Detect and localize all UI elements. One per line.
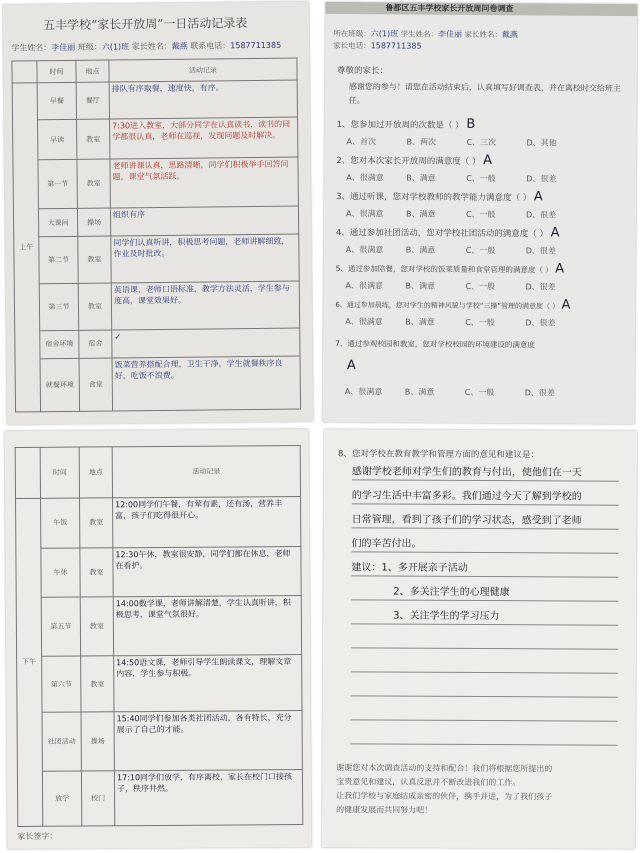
afternoon-log-table	[15, 445, 304, 827]
suggestion-line: 的学习生活中丰富多彩。我们通过今天了解到学校的	[351, 490, 582, 503]
row-period: 午休	[41, 548, 80, 597]
row-place: 餐厅	[76, 82, 109, 119]
parent-label: 家长姓名：	[464, 29, 502, 40]
suggestion-line: 感谢学校老师对学生们的教育与付出，使他们在一天	[351, 466, 582, 479]
student-name-value: 李佳丽	[51, 42, 76, 53]
option: A、很满意	[346, 173, 384, 183]
row-period: 第五节	[41, 597, 80, 656]
row-record: 组织有序	[110, 206, 298, 236]
question-text: 1、您参加过开放周的次数是（ ）	[336, 119, 464, 131]
option: B、满意	[404, 387, 435, 397]
suggestion-line: 建议：1、多开展亲子活动	[351, 562, 468, 574]
row-place: 操场	[81, 712, 114, 771]
row-place: 操场	[77, 208, 110, 237]
writing-line	[351, 671, 618, 673]
question-8: 8、您对学校在教育教学和管理方面的意见和建议是：	[337, 449, 539, 461]
option: C、一般	[466, 173, 496, 184]
student-name-label: 学生姓名：	[11, 43, 52, 53]
row-place: 宿舍	[79, 330, 112, 359]
option: A、首次	[346, 137, 377, 147]
row-period: 第三节	[39, 283, 78, 330]
header-blank	[12, 61, 37, 84]
intro-text: 感谢您的参与！请您在活动结束后，认真填写好调查表，并在离校时交给班主任。	[348, 82, 621, 106]
phone-value: 1587711385	[370, 41, 422, 51]
option: A、很满意	[345, 281, 384, 291]
student-label: 学生姓名：	[400, 29, 439, 39]
row-record: 17:10同学们放学，有序离校，家长在校门口接孩子，秩序井然。	[114, 770, 302, 826]
writing-line	[351, 695, 618, 697]
option: C、三次	[466, 137, 497, 148]
options-5	[345, 280, 585, 293]
row-record: 排队有序取餐，速度快，有序。	[109, 80, 297, 118]
row-period: 午饭	[41, 498, 80, 549]
phone-label: 联系电话：	[190, 41, 231, 51]
closing-line: 谢谢您对本次调查活动的支持和配合！我们将根据您所提出的	[336, 763, 553, 774]
header-time: 时间	[40, 447, 79, 498]
questionnaire-header: 鲁都区五丰学校家长开放周问卷调查	[385, 3, 514, 14]
answer-mark: A	[550, 225, 560, 241]
row-period: 早读	[38, 119, 77, 160]
row-period: 第一节	[38, 160, 78, 209]
answer-mark: A	[483, 153, 493, 169]
option: B、满意	[405, 317, 435, 327]
row-record: ✓	[112, 328, 300, 358]
row-place: 教室	[78, 236, 111, 283]
writing-line	[351, 551, 618, 553]
header-record: 活动记录	[112, 446, 300, 498]
morning-log-table	[11, 58, 301, 413]
header-blank	[15, 447, 40, 498]
options-6	[345, 316, 585, 329]
closing-line: 的健康发展而共同努力吧！	[336, 805, 433, 815]
header-record: 活动记录	[109, 58, 297, 82]
row-record: 英语课，老师口语标准，教学方法灵活，学生参与度高，课堂效果好。	[111, 281, 299, 330]
row-period: 就餐环境	[40, 359, 80, 412]
options-3	[346, 208, 586, 221]
student-info-line	[11, 39, 301, 53]
row-period: 放学	[42, 771, 81, 826]
row-place: 校门	[81, 771, 114, 826]
row-place: 教室	[77, 159, 111, 208]
answer-mark-7: A	[346, 358, 356, 374]
suggestion-line: 们的辛苦付出。	[351, 538, 422, 550]
closing-line: 让我们学校与家庭结成亲密的伙伴，携手并进，为了我们孩子	[336, 791, 553, 802]
row-place: 教室	[80, 548, 113, 597]
option: C、一般	[465, 245, 496, 256]
questionnaire-photo	[323, 2, 638, 424]
options-7	[345, 386, 585, 399]
row-record: 同学们认真听讲，积极思考问题，老师讲解细致，作业及时批改。	[111, 234, 299, 283]
option: C、一般	[465, 317, 495, 328]
row-record: 14:00数学课，老师讲解清楚，学生认真听讲，积极思考，课堂气氛很好。	[113, 595, 301, 655]
parent-name-label: 家长姓名：	[131, 41, 172, 52]
row-record: 饭菜营养搭配合理，卫生干净，学生就餐秩序良好，吃饭不浪费。	[112, 356, 301, 411]
question-7	[335, 338, 535, 350]
options-4	[346, 244, 586, 257]
phone-line	[333, 40, 421, 52]
log-title: 五丰学校“家长开放周”一日活动记录表	[42, 16, 248, 33]
question-4	[336, 224, 560, 241]
option: B、满意	[405, 209, 436, 219]
option: B、满意	[406, 173, 436, 183]
answer-mark: A	[555, 261, 565, 277]
options-1	[346, 136, 586, 149]
option: C、一般	[465, 209, 496, 220]
row-period: 第六节	[42, 656, 81, 713]
suggestion-line: 日常管理，看到了孩子们的学习状态，感受到了老师	[351, 514, 582, 527]
row-period: 第二节	[39, 237, 78, 284]
phone-value: 1587711385	[230, 40, 282, 51]
option: C、一般	[465, 281, 496, 292]
row-period: 早餐	[37, 83, 76, 120]
class-value: 六(1)班	[101, 42, 130, 52]
answer-mark: A	[561, 297, 571, 313]
afternoon-log-photo	[5, 429, 312, 849]
option: D、很差	[526, 174, 557, 184]
writing-line	[350, 743, 617, 745]
row-record: 12:30午休，教室很安静，同学们都在休息，老师在看护。	[113, 547, 301, 597]
parent-value: 戴燕	[501, 30, 518, 40]
option: B、两次	[406, 137, 437, 147]
option: B、满意	[405, 281, 436, 291]
row-place: 教室	[81, 656, 114, 713]
question-text: 3、通过听课，您对学校教师的教学能力满意度（ ）	[336, 191, 532, 204]
header-place: 地点	[79, 447, 112, 498]
row-place: 教室	[77, 119, 110, 160]
option: D、很差	[525, 318, 556, 328]
class-label: 所在班级：	[333, 28, 371, 39]
answer-mark: B	[466, 116, 476, 132]
row-place: 教室	[80, 497, 113, 548]
option: A、很满意	[345, 317, 383, 327]
question-1	[337, 116, 476, 132]
row-period: 社团活动	[42, 712, 81, 771]
row-period: 宿舍环境	[40, 330, 79, 359]
morning-log-photo	[3, 1, 313, 424]
greeting: 尊敬的家长：	[336, 65, 389, 77]
side-label-afternoon: 下午	[16, 498, 43, 827]
option: B、满意	[405, 245, 436, 255]
row-place: 教室	[78, 283, 111, 330]
question-text: 4、通过参加社团活动，您对学校社团活动的满意度（ ）	[335, 227, 549, 240]
header-time: 时间	[37, 60, 76, 83]
writing-line	[351, 647, 618, 649]
option: D、其他	[526, 138, 557, 148]
option: A、很满意	[345, 209, 384, 219]
suggestions-photo	[322, 429, 637, 849]
option: D、很差	[525, 246, 556, 256]
row-record: 7:30进入教室，大部分同学在认真读书，读书的同学都很认真，老师在巡视，发现问题及时解决。	[110, 117, 298, 160]
suggestion-line: 3、关注学生的学习压力	[393, 610, 500, 623]
question-text: 6、通过参加晨练，您对学生的精神风貌与学校“三操”管理的满意度（ ）	[335, 300, 560, 311]
option: C、一般	[464, 387, 495, 398]
phone-label: 家长电话：	[333, 40, 371, 51]
header-place: 地点	[76, 60, 109, 83]
question-text: 2、您对本次家长开放周的满意度（ ）	[336, 155, 481, 168]
option: D、很差	[525, 210, 557, 220]
option: D、很差	[525, 282, 556, 292]
writing-line	[351, 575, 618, 577]
question-text: 5、通过参加陪餐，您对学校的饭菜质量和食堂管理的满意度（ ）	[335, 263, 553, 275]
questionnaire-info-line	[333, 28, 518, 40]
options-2	[346, 172, 586, 185]
option: D、很差	[524, 388, 555, 398]
question-6	[335, 296, 570, 313]
question-2	[336, 152, 492, 168]
class-label: 班级：	[77, 42, 102, 52]
answer-mark: A	[533, 189, 543, 205]
parent-signature-label: 家长签字：	[17, 831, 58, 841]
question-3	[336, 188, 543, 204]
writing-line	[351, 719, 618, 721]
class-value: 六(1)班	[370, 29, 399, 39]
row-place: 食堂	[79, 358, 113, 411]
side-label-morning: 上午	[12, 83, 40, 412]
row-record: 老师讲课认真，思路清晰，同学们积极举手回答问题，课堂气氛活跃。	[110, 157, 298, 208]
row-record: 14:50语文课，老师引导学生朗读课文，理解文章内容，学生参与积极。	[114, 654, 302, 712]
student-value: 李佳丽	[437, 29, 463, 39]
question-text: 7、通过参观校园和教室，您对学校校园的环境建设的满意度	[335, 338, 535, 350]
parent-name-value: 戴燕	[171, 41, 188, 51]
closing-line: 宝贵意见和建议，认真反思并不断改进我们的工作。	[336, 777, 521, 788]
row-record: 12:00同学们午餐，有荤有素，还有汤，营养丰富，孩子们吃得很开心。	[113, 496, 301, 548]
closing-text	[336, 761, 621, 818]
suggestion-line: 2、多关注学生的心理健康	[393, 586, 510, 599]
option: A、很满意	[345, 245, 384, 255]
option: A、很满意	[344, 387, 383, 397]
question-5	[336, 260, 565, 277]
row-record: 15:40同学们参加各类社团活动，各有特长，充分展示了自己的才能。	[114, 711, 302, 771]
row-period: 大课间	[38, 208, 77, 237]
row-place: 教室	[80, 597, 113, 656]
